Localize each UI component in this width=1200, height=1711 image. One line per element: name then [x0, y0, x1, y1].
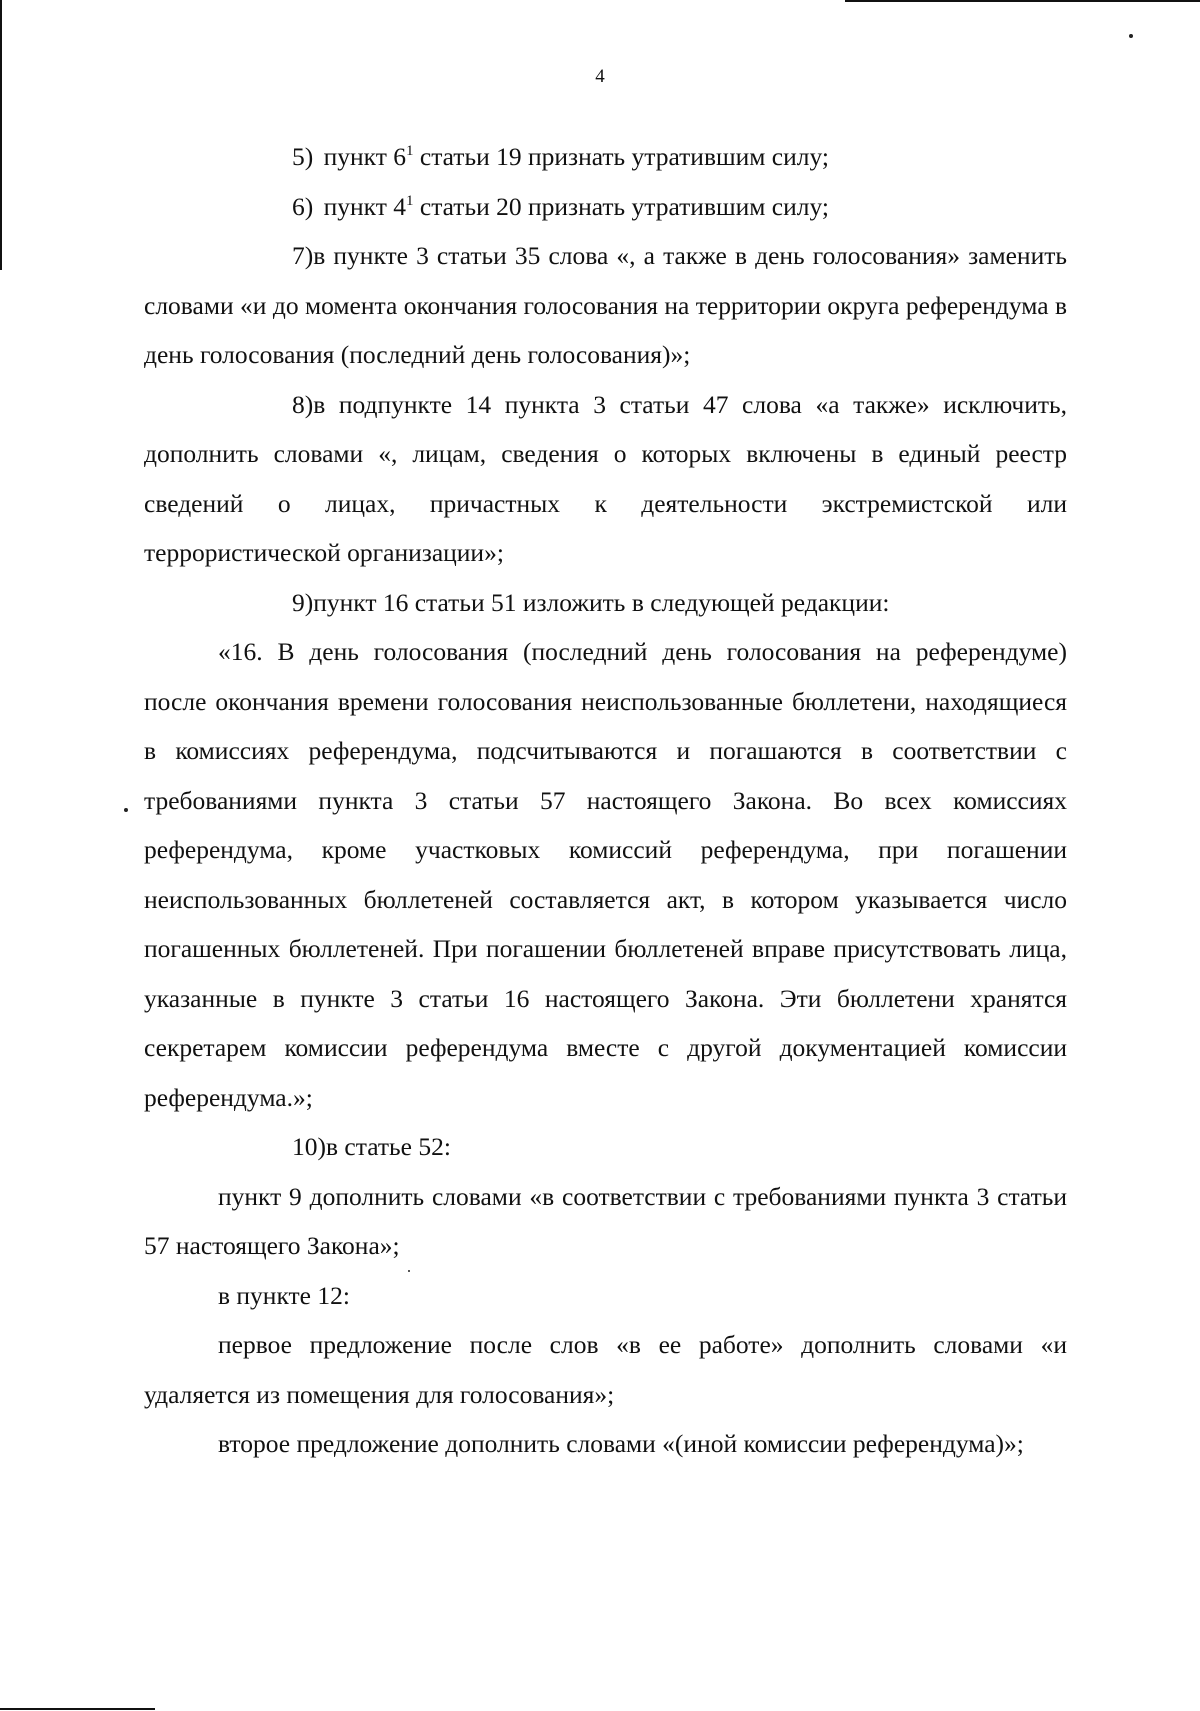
scan-edge-left — [0, 0, 2, 270]
item-10 — [144, 1122, 1067, 1172]
subitem-point-12: в пункте 12: — [218, 1280, 350, 1310]
item-text: пункт 16 статьи 51 изложить в следующей редакции: — [313, 587, 890, 617]
scan-edge-top — [845, 0, 1200, 2]
subitem-second-sentence: второе предложение дополнить словами «(иной комиссии референдума)»; — [218, 1429, 1024, 1458]
subitem-first-sentence: первое предложение после слов «в ее работе» дополнить словами «и удаляется из помещения для голосования»; — [144, 1330, 1067, 1409]
item-text: пункт 6 — [323, 142, 406, 171]
item-text: в подпункте 14 пункта 3 статьи 47 слова «а также» исключить, дополнить словами «, лицам, сведения о которых включены в единый реестр сведений о лицах, причастных к деятельности экстремистской или террористической организации»; — [144, 389, 1067, 567]
item-text: в статье 52: — [326, 1132, 451, 1161]
scan-edge-bottom — [0, 1708, 155, 1710]
superscript: 1 — [406, 192, 414, 209]
item-number: 9) — [292, 587, 314, 617]
superscript: 1 — [406, 143, 414, 159]
subitem-point-9: пункт 9 дополнить словами «в соответствии с требованиями пункта 3 статьи 57 настоящего Закона»; — [144, 1181, 1067, 1260]
item-8 — [144, 380, 1067, 578]
scan-speck — [1129, 34, 1133, 38]
document-body — [144, 132, 1067, 1469]
item-5 — [144, 132, 1067, 182]
item-number: 5) — [292, 142, 314, 171]
item-number: 7) — [292, 241, 314, 270]
page-number: 4 — [595, 66, 605, 87]
item-number: 6) — [292, 191, 314, 221]
item-text: статьи 20 признать утратившим силу; — [413, 191, 829, 221]
item-text: статьи 19 признать утратившим силу; — [413, 142, 829, 171]
scan-speck — [124, 808, 128, 812]
item-number: 10) — [292, 1132, 326, 1161]
item-7 — [144, 231, 1067, 380]
item-6 — [144, 182, 1067, 232]
item-text: в пункте 3 статьи 35 слова «, а также в день голосования» заменить словами «и до момента окончания голосования на территории округа референдума в день голосования (последний день голосования)»; — [144, 241, 1067, 369]
item-number: 8) — [292, 389, 314, 419]
item-text: пункт 4 — [323, 191, 406, 221]
quoted-point-16: «16. В день голосования (последний день голосования на референдуме) после окончания времени голосования неиспользованные бюллетени, находящиеся в комиссиях референдума, подсчитываются и погашаются в соответствии с требованиями пункта 3 статьи 57 настоящего Закона. Во всех комиссиях референдума, кроме участковых комиссий референдума, при погашении неиспользованных бюллетеней составляется акт, в котором указывается число погашенных бюллетеней. При погашении бюллетеней вправе присутствовать лица, указанные в пункте 3 статьи 16 настоящего Закона. Эти бюллетени хранятся секретарем комиссии референдума вместе с другой документацией комиссии референдума.»; — [144, 637, 1067, 1112]
item-9 — [144, 578, 1067, 628]
